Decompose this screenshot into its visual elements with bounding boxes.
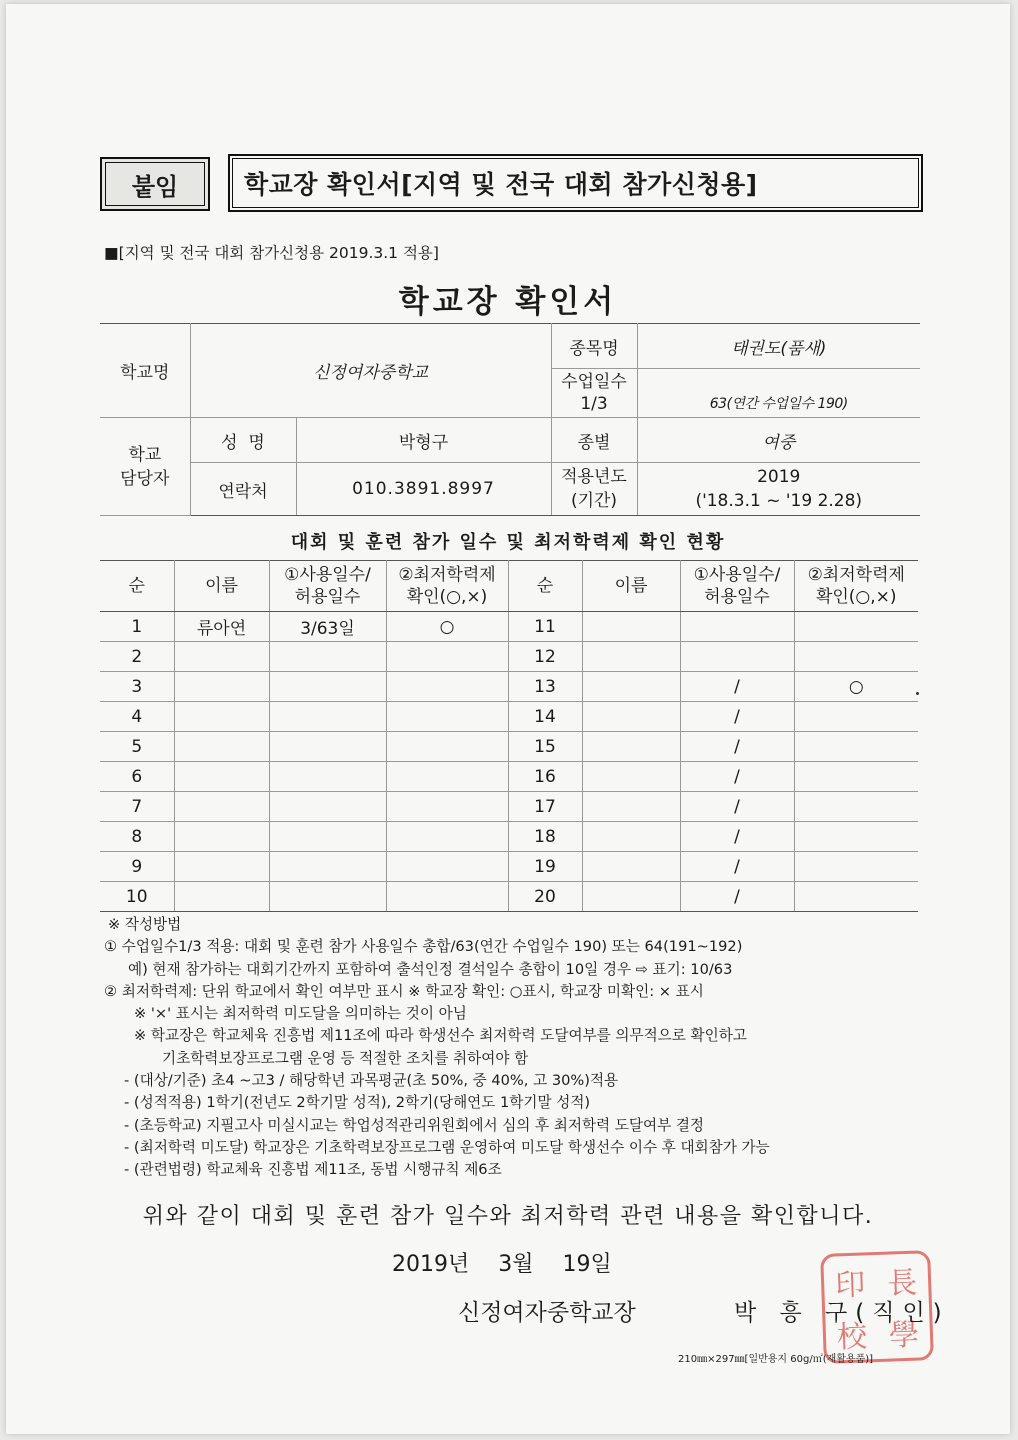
row-check-2: ○ (794, 672, 918, 702)
row-no: 1 (100, 612, 174, 642)
header-days-2-line1: ①사용일수/ (693, 565, 781, 585)
year-value (637, 463, 920, 516)
row-name (174, 702, 269, 732)
issue-date: 2019년 3월 19일 (392, 1252, 612, 1277)
row-check-2 (794, 792, 918, 822)
note-3b: 기초학력보장프로그램 운영 등 적절한 조치를 취하여야 함 (162, 1049, 529, 1067)
signer-title: 신정여자중학교장 (458, 1300, 636, 1326)
category-value: 여중 (637, 418, 920, 463)
row-no-2: 14 (508, 702, 582, 732)
header-days-line1: ①사용일수/ (284, 565, 371, 585)
row-days (269, 672, 386, 702)
row-check (386, 702, 508, 732)
row-check (386, 792, 508, 822)
note-2a: ② 최저학력제: 단위 학교에서 확인 여부만 표시 ※ 학교장 확인: ○표시, 학교장 미확인: × 표시 (104, 982, 704, 1000)
school-value: 신정여자중학교 (190, 324, 551, 418)
row-no-2: 12 (508, 642, 582, 672)
header-days (269, 561, 386, 612)
row-name-2 (582, 642, 680, 672)
row-check-2 (794, 882, 918, 912)
days-value: 63(연간 수업일수 190) (637, 369, 920, 418)
table-row (100, 612, 918, 642)
row-no: 5 (100, 732, 174, 762)
year-label-line1: 적용년도 (561, 467, 627, 487)
row-check-2 (794, 762, 918, 792)
contact-label: 연락처 (190, 463, 296, 516)
header-name-2: 이름 (582, 561, 680, 612)
row-no: 7 (100, 792, 174, 822)
table-row (100, 822, 918, 852)
header-days-line2: 허용일수 (294, 587, 361, 607)
row-days-2: / (680, 822, 794, 852)
row-days (269, 852, 386, 882)
table-row (100, 882, 918, 912)
note-detail-5: - (관련법령) 학교체육 진흥법 제11조, 동법 시행규칙 제6조 (124, 1161, 502, 1179)
event-value: 태권도(품새) (637, 324, 920, 369)
row-check (386, 762, 508, 792)
table-row (100, 642, 918, 672)
row-no: 9 (100, 852, 174, 882)
seal-glyph: 長 (886, 1265, 918, 1302)
row-no: 2 (100, 642, 174, 672)
document-title: 학교장 확인서 (398, 284, 618, 320)
row-no-2: 17 (508, 792, 582, 822)
header-no: 순 (100, 561, 174, 612)
row-check-2 (794, 642, 918, 672)
row-no: 8 (100, 822, 174, 852)
row-days-2: / (680, 762, 794, 792)
row-check (386, 882, 508, 912)
manager-label-line2: 담당자 (120, 468, 170, 489)
speck-mark (916, 692, 919, 695)
seal-glyph: 印 (834, 1267, 866, 1304)
row-days (269, 702, 386, 732)
participation-table (100, 560, 918, 912)
manager-label (100, 418, 190, 516)
row-days-2: / (680, 852, 794, 882)
row-no: 10 (100, 882, 174, 912)
row-days (269, 642, 386, 672)
days-label (551, 369, 637, 418)
row-check: ○ (386, 612, 508, 642)
note-detail-3: - (초등학교) 지필고사 미실시교는 학업성적관리위원회에서 심의 후 최저학력 도달여부 결정 (124, 1116, 705, 1134)
header-days-2 (680, 561, 794, 612)
row-days-2: / (680, 732, 794, 762)
row-name-2 (582, 882, 680, 912)
row-name: 류아연 (174, 612, 269, 642)
row-days-2 (680, 612, 794, 642)
header-check-line2: 확인(○,×) (406, 587, 488, 607)
year-value-line1: 2019 (757, 467, 801, 487)
note-2b: ※ '×' 표시는 최저학력 미도달을 의미하는 것이 아님 (134, 1005, 467, 1023)
row-no-2: 13 (508, 672, 582, 702)
row-name-2 (582, 762, 680, 792)
row-check (386, 822, 508, 852)
row-days (269, 882, 386, 912)
row-no-2: 11 (508, 612, 582, 642)
manager-label-line1: 학교 (128, 444, 162, 465)
row-no-2: 20 (508, 882, 582, 912)
table-row (100, 672, 918, 702)
row-check-2 (794, 702, 918, 732)
paper-spec-footer: 210㎜×297㎜[일반용지 60g/㎡(재활용품)] (678, 1354, 874, 1365)
seal-glyph: 校 (836, 1319, 868, 1356)
note-3a: ※ 학교장은 학교체육 진흥법 제11조에 따라 학생선수 최저학력 도달여부를 의무적으로 확인하고 (134, 1027, 747, 1045)
row-days (269, 762, 386, 792)
row-name (174, 732, 269, 762)
year-value-line2: ('18.3.1 ~ '19 2.28) (695, 491, 863, 511)
row-days-2 (680, 642, 794, 672)
confirmation-text: 위와 같이 대회 및 훈련 참가 일수와 최저학력 관련 내용을 확인합니다. (142, 1204, 874, 1229)
row-no: 4 (100, 702, 174, 732)
row-days-2: / (680, 672, 794, 702)
row-no-2: 16 (508, 762, 582, 792)
header-check-2 (794, 561, 918, 612)
attachment-tag (100, 157, 210, 211)
writing-instructions (104, 914, 934, 1182)
header-days-2-line2: 허용일수 (704, 587, 770, 607)
row-name (174, 762, 269, 792)
row-name (174, 642, 269, 672)
row-name-2 (582, 792, 680, 822)
row-name (174, 672, 269, 702)
header-check-2-line2: 확인(○,×) (815, 587, 897, 607)
attachment-tag-label: 붙임 (105, 162, 205, 206)
row-name (174, 882, 269, 912)
note-detail-2: - (성적적용) 1학기(전년도 2학기말 성적), 2학기(당해연도 1학기말 성적) (124, 1094, 591, 1112)
note-1a: ① 수업일수1/3 적용: 대회 및 훈련 참가 사용일수 총합/63(연간 수업일수 190) 또는 64(191~192) (104, 938, 743, 956)
row-days (269, 792, 386, 822)
row-days (269, 732, 386, 762)
row-check-2 (794, 612, 918, 642)
row-name (174, 852, 269, 882)
header-title: 학교장 확인서[지역 및 전국 대회 참가신청용] (228, 154, 923, 212)
table-row (100, 732, 918, 762)
days-label-line1: 수업일수 (561, 372, 627, 392)
row-check (386, 672, 508, 702)
year-label-line2: (기간) (570, 491, 618, 511)
name-value: 박형구 (296, 418, 551, 463)
name-label: 성 명 (190, 418, 296, 463)
days-label-line2: 1/3 (580, 394, 608, 414)
document-page (6, 4, 1010, 1434)
event-label: 종목명 (551, 324, 637, 369)
row-check-2 (794, 822, 918, 852)
signer-name: 박 흥 구(직인) (734, 1300, 950, 1326)
row-days-2: / (680, 792, 794, 822)
note-detail-4: - (최저학력 미도달) 학교장은 기초학력보장프로그램 운영하여 미도달 학생선수 이수 후 대회참가 가능 (124, 1138, 770, 1156)
row-days-2: / (680, 702, 794, 732)
notes-heading: ※ 작성방법 (108, 916, 182, 933)
header-no-2: 순 (508, 561, 582, 612)
contact-value: 010.3891.8997 (296, 463, 551, 516)
row-name-2 (582, 612, 680, 642)
row-check-2 (794, 852, 918, 882)
header-check-2-line1: ②최저학력제 (807, 565, 905, 585)
row-name-2 (582, 702, 680, 732)
row-name-2 (582, 672, 680, 702)
info-table (100, 323, 920, 516)
seal-glyph: 學 (888, 1317, 920, 1354)
row-no-2: 15 (508, 732, 582, 762)
table-row (100, 702, 918, 732)
note-detail-1: - (대상/기준) 초4 ~고3 / 해당학년 과목평균(초 50%, 중 40%, 고 30%)적용 (124, 1072, 619, 1090)
row-name (174, 792, 269, 822)
row-days (269, 822, 386, 852)
row-check (386, 642, 508, 672)
row-days: 3/63일 (269, 612, 386, 642)
row-name-2 (582, 822, 680, 852)
table-row (100, 792, 918, 822)
note-1b: 예) 현재 참가하는 대회기간까지 포함하여 출석인정 결석일수 총합이 10일 경우 ⇨ 표기: 10/63 (128, 960, 733, 978)
row-no-2: 18 (508, 822, 582, 852)
row-name-2 (582, 852, 680, 882)
row-no-2: 19 (508, 852, 582, 882)
status-title: 대회 및 훈련 참가 일수 및 최저학력제 확인 현황 (290, 532, 726, 553)
year-label (551, 463, 637, 516)
row-check (386, 852, 508, 882)
row-name-2 (582, 732, 680, 762)
category-label: 종별 (551, 418, 637, 463)
table-row (100, 852, 918, 882)
row-no: 3 (100, 672, 174, 702)
header-name: 이름 (174, 561, 269, 612)
school-label: 학교명 (100, 324, 190, 418)
table-row (100, 762, 918, 792)
header-check-line1: ②최저학력제 (398, 565, 496, 585)
row-no: 6 (100, 762, 174, 792)
header-check (386, 561, 508, 612)
row-days-2: / (680, 882, 794, 912)
row-check (386, 732, 508, 762)
row-name (174, 822, 269, 852)
table-header-row (100, 561, 918, 612)
subtitle: ■[지역 및 전국 대회 참가신청용 2019.3.1 적용] (104, 244, 439, 262)
row-check-2 (794, 732, 918, 762)
